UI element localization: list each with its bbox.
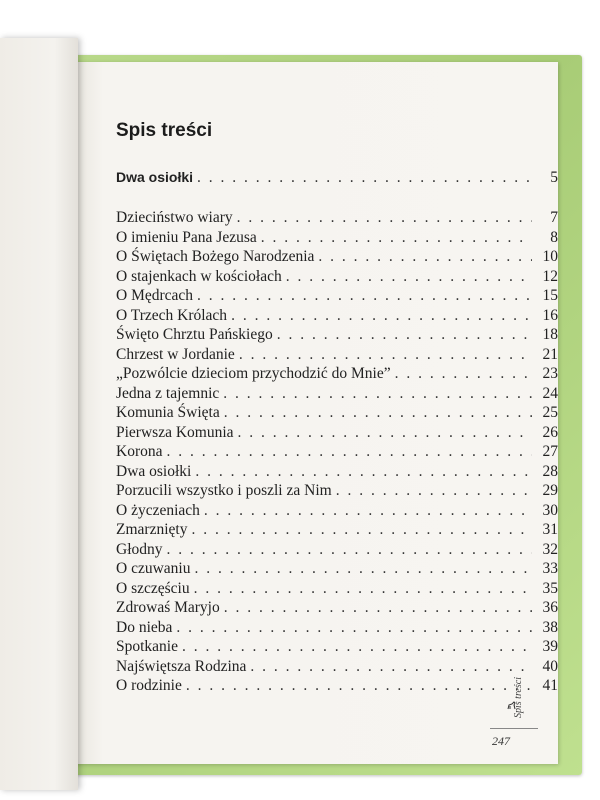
toc-entry-page: 39 [542, 638, 558, 655]
toc-entry-page: 27 [542, 443, 558, 460]
toc-entry-page: 16 [542, 306, 558, 324]
leader-dots [194, 580, 532, 598]
toc-entry [116, 482, 558, 502]
toc-entry-page: 7 [550, 209, 558, 226]
toc-entry-label: Głodny [116, 540, 163, 558]
running-head-text: Spis treści [512, 676, 524, 718]
toc-entry-label: O życzeniach [116, 501, 200, 519]
toc-entry [116, 521, 558, 541]
toc-entry [116, 619, 558, 639]
leader-dots [250, 658, 532, 676]
toc-entry-page: 41 [542, 677, 558, 694]
leader-dots [197, 169, 532, 187]
leader-dots [395, 365, 532, 383]
leader-dots [224, 599, 532, 617]
leader-dots [261, 229, 532, 247]
leader-dots [182, 638, 532, 656]
leader-dots [286, 268, 532, 286]
toc-entry [116, 677, 558, 697]
leader-dots [237, 209, 532, 227]
toc-entry-label: Korona [116, 443, 163, 460]
toc-entry-page: 26 [542, 423, 558, 441]
toc-entry-label: O rodzinie [116, 677, 182, 694]
toc-entry-page: 23 [542, 365, 558, 382]
leader-dots [167, 541, 533, 559]
toc-entry-label: Dwa osiołki [116, 462, 192, 480]
toc-entry-page: 10 [542, 248, 558, 265]
toc-entry-label: Spotkanie [116, 638, 178, 655]
leader-dots [204, 502, 532, 520]
toc-entry-label: O Trzech Królach [116, 306, 228, 324]
footer-rule [490, 728, 538, 729]
toc-entry-page: 35 [542, 579, 558, 597]
leader-dots [167, 443, 533, 461]
toc-entry-page: 36 [542, 599, 558, 616]
toc-entry-label: Pierwsza Komunia [116, 423, 234, 441]
toc-entry-label: Zmarznięty [116, 521, 188, 538]
toc-entry-label: O czuwaniu [116, 560, 191, 577]
toc-entry [116, 326, 558, 346]
toc-entry [116, 268, 558, 288]
toc-entry-page: 18 [542, 326, 558, 343]
toc-entry [116, 463, 558, 483]
toc-entry [116, 638, 558, 658]
leader-dots [277, 326, 532, 344]
toc-entry-page: 29 [542, 482, 558, 499]
running-head [508, 662, 528, 732]
toc-entry-page: 21 [542, 345, 558, 363]
toc-entry [116, 248, 558, 268]
toc-entry [116, 209, 558, 229]
toc-entry-page: 25 [542, 404, 558, 421]
leader-dots [336, 482, 532, 500]
toc-entry-page: 32 [542, 540, 558, 558]
toc-entry-label: O stajenkach w kościołach [116, 267, 282, 285]
leader-dots [195, 463, 532, 481]
leader-dots [223, 385, 532, 403]
toc-entry [116, 658, 558, 678]
toc-entry-label: „Pozwólcie dzieciom przychodzić do Mnie” [116, 365, 391, 382]
toc-entry [116, 307, 558, 327]
toc-entry-label: O Mędrcach [116, 287, 194, 304]
toc-entry [116, 580, 558, 600]
toc-entry-label: O szczęściu [116, 579, 190, 597]
toc-entry-label: Porzucili wszystko i poszli za Nim [116, 482, 332, 499]
leader-dots [191, 521, 532, 539]
leader-dots [176, 619, 532, 637]
toc-entry [116, 404, 558, 424]
toc-entry-page: 12 [542, 267, 558, 285]
leader-dots [231, 307, 532, 325]
toc-entry [116, 599, 558, 619]
toc-entry-page: 30 [542, 501, 558, 519]
toc-entry-label: Komunia Święta [116, 404, 220, 421]
leader-dots [224, 404, 532, 422]
toc-entry-page: 15 [542, 287, 558, 304]
toc-entry [116, 365, 558, 385]
toc-entry-label: Jedna z tajemnic [116, 384, 220, 402]
toc-entry-page: 38 [542, 618, 558, 636]
toc-entry-label: O imieniu Pana Jezusa [116, 228, 257, 246]
book-page [74, 62, 558, 764]
leader-dots [186, 677, 532, 695]
toc-entry-page: 28 [542, 462, 558, 480]
toc-entry-label: Święto Chrztu Pańskiego [116, 326, 273, 343]
toc-entry-page: 40 [542, 657, 558, 675]
toc-entry-page: 24 [542, 384, 558, 402]
toc-entry [116, 287, 558, 307]
leader-dots [197, 287, 532, 305]
toc-entry-label: Dzieciństwo wiary [116, 209, 233, 226]
toc-entry-page: 8 [550, 228, 558, 246]
toc-entry-label: Najświętsza Rodzina [116, 657, 247, 675]
leader-dots [238, 424, 532, 442]
leader-dots [239, 346, 532, 364]
toc-entry [116, 169, 558, 189]
toc-entry-label: O Świętach Bożego Narodzenia [116, 248, 315, 265]
leader-dots [194, 560, 532, 578]
toc-entry [116, 502, 558, 522]
page-number: 247 [492, 734, 510, 748]
toc-entry [116, 229, 558, 249]
leader-dots [318, 248, 532, 266]
toc-entry-page: 33 [542, 560, 558, 577]
toc-entry-label: Dwa osiołki [116, 169, 194, 185]
page-title: Spis treści [116, 120, 213, 141]
toc-entry-page: 5 [550, 169, 558, 186]
toc-entry [116, 541, 558, 561]
left-page-edge [0, 38, 78, 790]
toc-entry-label: Zdrowaś Maryjo [116, 599, 220, 616]
toc-entry-page: 31 [542, 521, 558, 538]
toc-entry [116, 560, 558, 580]
donkey-icon [506, 700, 518, 712]
toc-entry [116, 346, 558, 366]
toc-entry-label: Chrzest w Jordanie [116, 345, 235, 363]
toc-entry-label: Do nieba [116, 618, 173, 636]
toc-entry [116, 443, 558, 463]
toc-entry [116, 424, 558, 444]
toc-entry [116, 385, 558, 405]
